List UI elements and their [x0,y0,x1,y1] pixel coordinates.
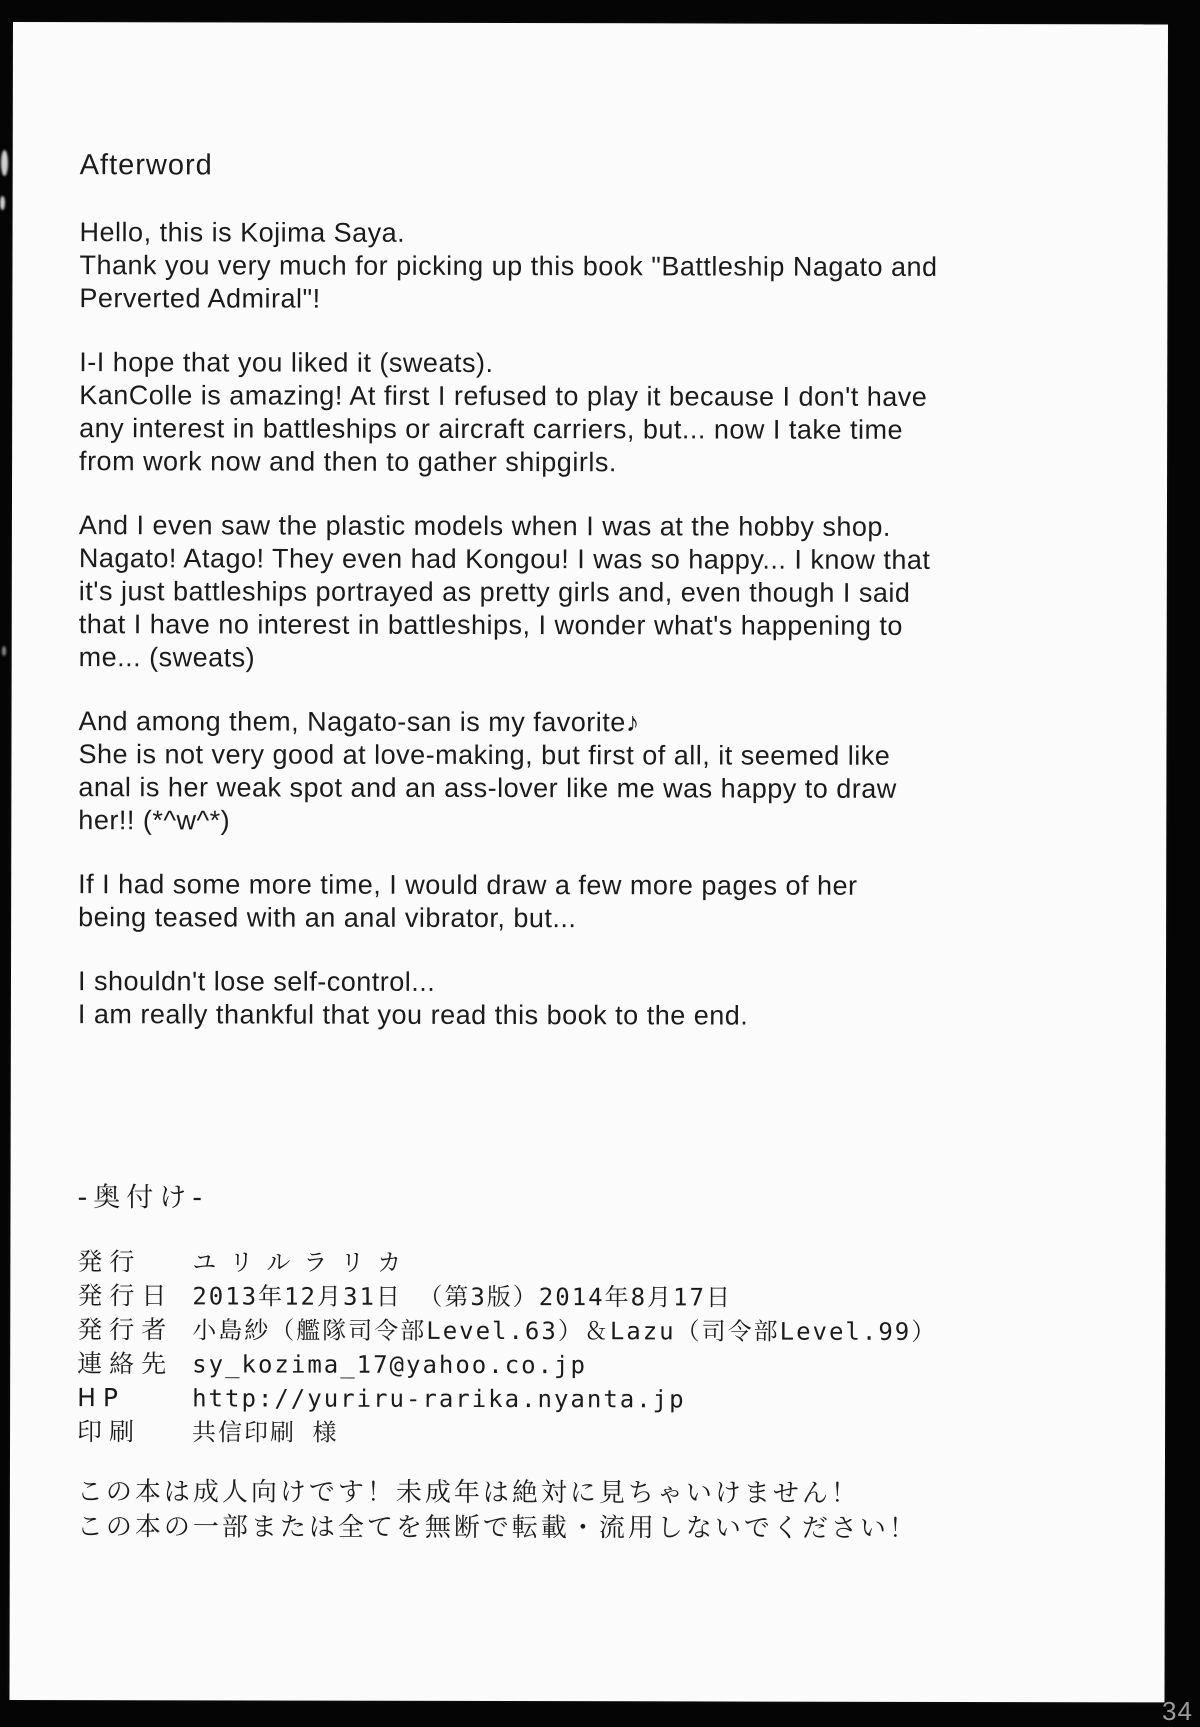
text-line: Nagato! Atago! They even had Kongou! I was so happy... I know that [78,543,931,575]
paragraph-greeting [79,216,1129,317]
text-line: Hello, this is Kojima Saya. [79,217,406,248]
text-line: Perverted Admiral"! [79,283,321,314]
page-number: 34 [1162,1696,1193,1726]
text-line: from work now and then to gather shipgirls. [79,446,617,478]
colophon-value: sy_kozima_17@yahoo.co.jp [192,1350,587,1380]
scan-speck [2,646,6,656]
text-line: And among them, Nagato-san is my favorite♪ [78,706,640,738]
colophon-row-homepage [77,1381,1127,1417]
text-line: being teased with an anal vibrator, but... [78,902,577,934]
text-line: me... (sweats) [78,642,256,673]
text-line: And I even saw the plastic models when I was at the hobby shop. [78,510,891,542]
colophon-value: 2013年12月31日 （第3版）2014年8月17日 [192,1282,733,1312]
text-line: it's just battleships portrayed as pretty girls and, even though I said [78,576,911,608]
text-line: If I had some more time, I would draw a few more pages of her [78,869,858,901]
colophon-label: 発行日 [77,1281,174,1311]
colophon-value: ユリルラリカ [192,1248,415,1277]
scan-speck [0,196,5,210]
text-line: that I have no interest in battleships, I wonder what's happening to [78,609,903,641]
text-line: I shouldn't lose self-control... [77,966,436,997]
paragraph-favorite [78,705,1128,839]
text-line: anal is her weak spot and an ass-lover like me was happy to draw [78,772,897,804]
scan-speck [1,150,8,176]
paragraph-kancolle [79,346,1129,480]
colophon-row-author [77,1313,1127,1349]
page-title: Afterword [79,149,213,182]
colophon-heading: -奥付け- [77,1182,209,1214]
colophon [77,1245,1127,1451]
colophon-value: http://yuriru-rarika.nyanta.jp [192,1384,686,1414]
colophon-label: HP [77,1383,126,1413]
paragraph-models [79,509,1129,676]
adult-notice [77,1475,1127,1547]
text-line: I-I hope that you liked it (sweats). [79,347,494,379]
afterword-content [10,22,1168,1547]
colophon-label: 発行 [77,1247,142,1277]
text-line: KanColle is amazing! At first I refused to play it because I don't have [79,380,928,412]
text-line: She is not very good at love-making, but first of all, it seemed like [78,739,891,771]
colophon-row-printer [77,1415,1127,1451]
paragraph-closing [78,965,1128,1033]
text-line: any interest in battleships or aircraft carriers, but... now I take time [79,413,904,445]
colophon-label: 印刷 [77,1417,142,1447]
colophon-row-contact [77,1347,1127,1383]
colophon-row-publisher [77,1245,1127,1281]
colophon-label: 発行者 [77,1315,174,1345]
text-line: her!! (*^w^*) [78,805,231,836]
scanned-page [9,22,1168,1702]
colophon-row-publish-date [77,1279,1127,1315]
adult-notice-line: この本の一部または全てを無断で転載・流用しないでください！ [76,1512,918,1544]
colophon-value: 小島紗（艦隊司令部Level.63）＆Lazu（司令部Level.99） [192,1316,938,1346]
colophon-value: 共信印刷 様 [192,1418,339,1447]
text-line: I am really thankful that you read this book to the end. [77,999,749,1031]
adult-notice-line: この本は成人向けです！未成年は絶対に見ちゃいけません！ [76,1477,860,1509]
text-line: Thank you very much for picking up this book "Battleship Nagato and [79,250,938,282]
colophon-label: 連絡先 [77,1349,174,1379]
paragraph-more-time [78,868,1128,936]
